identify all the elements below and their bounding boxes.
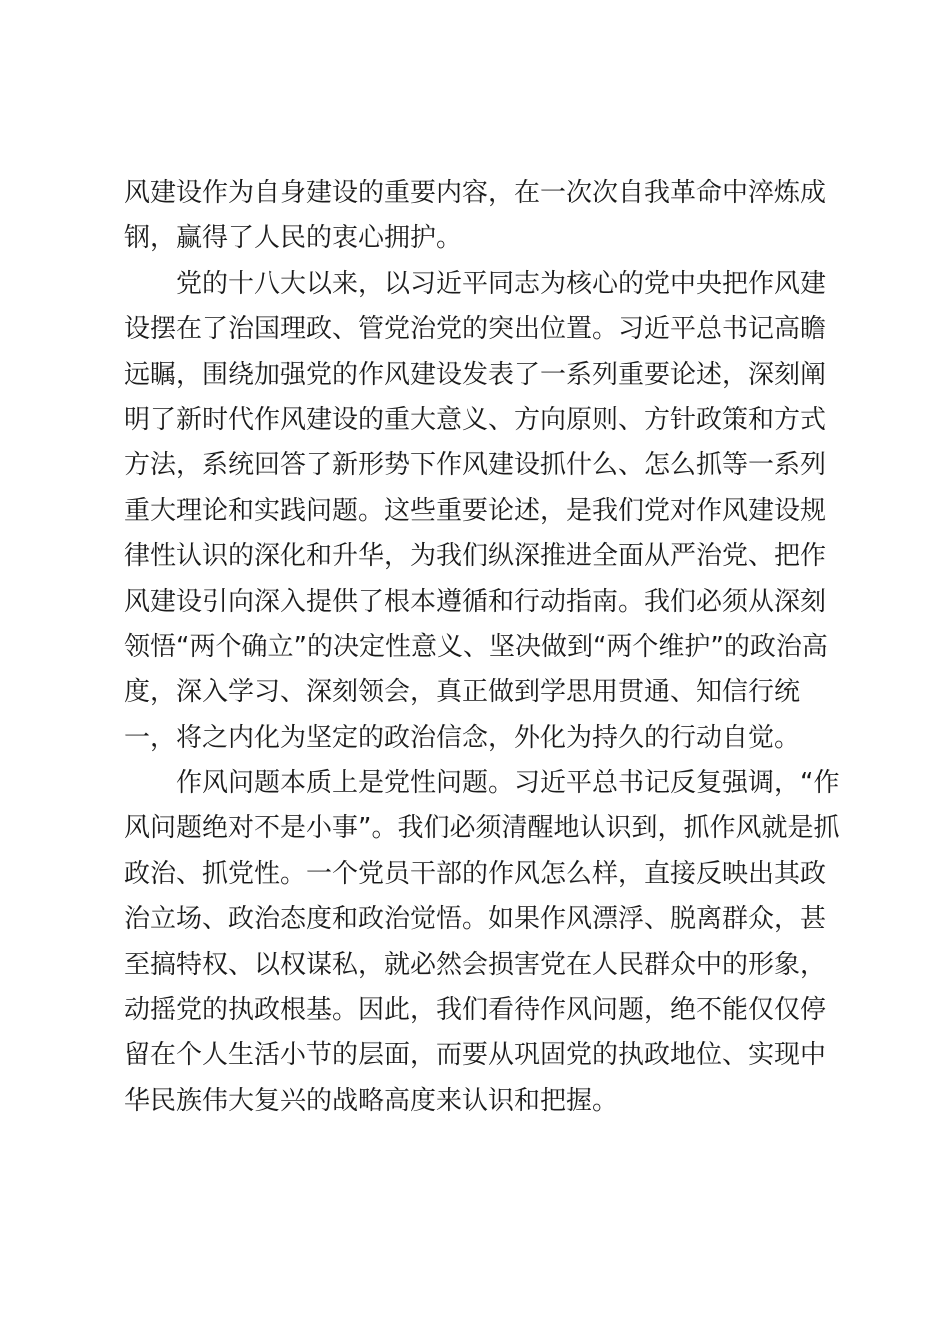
text-line: 治立场、政治态度和政治觉悟。如果作风漂浮、脱离群众，甚: [124, 904, 827, 935]
text-line: 风问题绝对不是小事”。我们必须清醒地认识到，抓作风就是抓: [124, 813, 840, 844]
text-line: 风建设引向深入提供了根本遵循和行动指南。我们必须从深刻: [124, 586, 827, 617]
text-line: 作风问题本质上是党性问题。习近平总书记反复强调，“作: [124, 768, 840, 799]
paragraph-1: [124, 171, 840, 262]
text-line: 至搞特权、以权谋私，就必然会损害党在人民群众中的形象，: [124, 949, 827, 980]
text-line: 政治、抓党性。一个党员干部的作风怎么样，直接反映出其政: [124, 858, 827, 889]
text-line: 钢，赢得了人民的衷心拥护。: [124, 223, 463, 254]
text-line: 方法，系统回答了新形势下作风建设抓什么、怎么抓等一系列: [124, 450, 827, 481]
body-text: [124, 171, 840, 1124]
text-line: 党的十八大以来，以习近平同志为核心的党中央把作风建: [124, 268, 827, 299]
text-line: 风建设作为自身建设的重要内容，在一次次自我革命中淬炼成: [124, 178, 827, 208]
paragraph-3: [124, 761, 840, 1124]
text-line: 度，深入学习、深刻领会，真正做到学思用贯通、知信行统: [124, 677, 801, 708]
text-line: 设摆在了治国理政、管党治党的突出位置。习近平总书记高瞻: [124, 314, 827, 345]
paragraph-2: [124, 262, 840, 761]
text-line: 重大理论和实践问题。这些重要论述，是我们党对作风建设规: [124, 495, 827, 526]
text-line: 明了新时代作风建设的重大意义、方向原则、方针政策和方式: [124, 404, 827, 435]
text-line: 律性认识的深化和升华，为我们纵深推进全面从严治党、把作: [124, 541, 827, 572]
text-line: 动摇党的执政根基。因此，我们看待作风问题，绝不能仅仅停: [124, 995, 827, 1026]
text-line: 华民族伟大复兴的战略高度来认识和把握。: [124, 1085, 619, 1116]
text-line: 留在个人生活小节的层面，而要从巩固党的执政地位、实现中: [124, 1040, 827, 1071]
text-line: 领悟“两个确立”的决定性意义、坚决做到“两个维护”的政治高: [124, 631, 828, 662]
text-line: 远瞩，围绕加强党的作风建设发表了一系列重要论述，深刻阐: [124, 359, 827, 390]
text-line: 一，将之内化为坚定的政治信念，外化为持久的行动自觉。: [124, 722, 801, 753]
